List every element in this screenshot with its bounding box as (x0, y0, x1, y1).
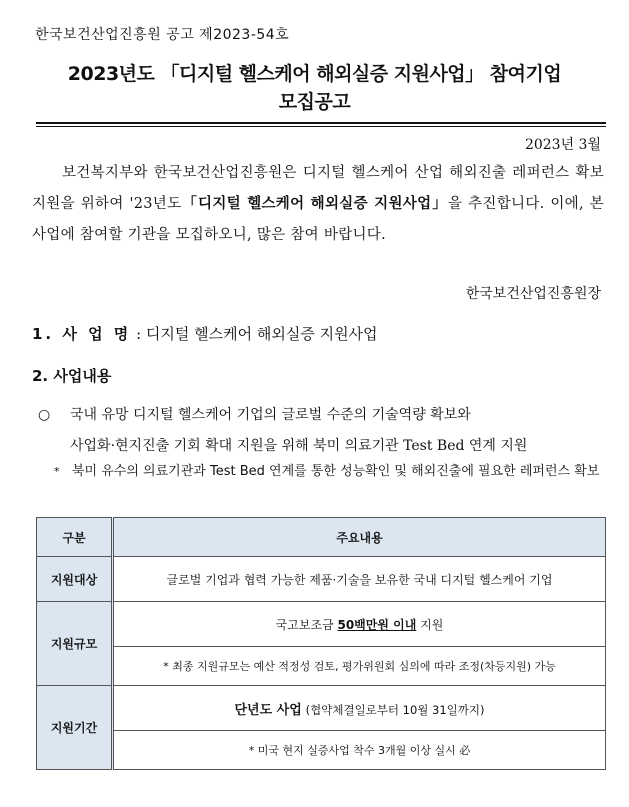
intro-text-b: 을 추진합니다. 이에, 본 사업에 참여할 기관을 모집하오니, 많은 참여 바랍니다. (32, 196, 604, 243)
row-value-target: 글로벌 기업과 협력 가능한 제품·기술을 보유한 국내 디지털 헬스케어 기업 (113, 557, 606, 602)
row-label-target: 지원대상 (37, 557, 113, 602)
intro-text-a: 보건복지부와 한국보건산업진흥원은 디지털 헬스케어 산업 해외진출 레퍼런스 확보 지원을 위하여 '23년도 (32, 165, 604, 212)
title-divider-thin (36, 126, 606, 127)
row-value-period (113, 686, 606, 731)
footnote-text: 북미 유수의 의료기관과 Test Bed 연계를 통한 성능확인 및 해외진출에 필요한 레퍼런스 확보 (72, 464, 600, 479)
intro-paragraph (32, 158, 604, 251)
section-1 (32, 323, 378, 344)
signer: 한국보건산업진흥원장 (465, 286, 601, 302)
intro-program-name: 「디지털 헬스케어 해외실증 지원사업」 (181, 196, 448, 212)
support-table (36, 517, 606, 770)
scale-amount: 50백만원 이내 (337, 617, 417, 632)
asterisk-icon: * (54, 465, 60, 478)
page-title: 2023년도 「디지털 헬스케어 해외실증 지원사업」 참여기업 (67, 63, 562, 85)
row-note-period: * 미국 현지 실증사업 착수 3개월 이상 실시 必 (113, 731, 606, 770)
section-2-label: 2. 사업내용 (32, 367, 112, 385)
notice-number: 한국보건산업진흥원 공고 제2023-54호 (35, 27, 290, 43)
footnote (54, 462, 606, 482)
period-main: 단년도 사업 (234, 702, 302, 718)
scale-post: 지원 (420, 617, 444, 632)
section-1-label: 1. 사 업 명 (32, 325, 132, 343)
table-header-gubun: 구분 (37, 518, 113, 557)
row-label-scale: 지원규모 (37, 602, 113, 686)
table-header-main: 주요내용 (113, 518, 606, 557)
bullet-line-2: 사업화·현지진출 기회 확대 지원을 위해 북미 의료기관 Test Bed 연계 지원 (70, 438, 528, 454)
notice-date: 2023년 3월 (524, 137, 601, 153)
row-value-scale (113, 602, 606, 647)
section-1-value: : 디지털 헬스케어 해외실증 지원사업 (136, 325, 378, 343)
scale-pre: 국고보조금 (275, 617, 334, 632)
page-title-line2: 모집공고 (278, 91, 351, 113)
bullet-line-1: 국내 유망 디지털 헬스케어 기업의 글로벌 수준의 기술역량 확보와 (70, 407, 471, 423)
title-divider (36, 122, 606, 124)
row-label-period: 지원기간 (37, 686, 113, 770)
bullet-item (38, 400, 606, 462)
row-note-scale: * 최종 지원규모는 예산 적정성 검토, 평가위원회 심의에 따라 조정(차등지원) 가능 (113, 647, 606, 686)
period-sub: (협약체결일로부터 10월 31일까지) (305, 702, 485, 717)
bullet-circle-icon: ○ (38, 407, 51, 423)
